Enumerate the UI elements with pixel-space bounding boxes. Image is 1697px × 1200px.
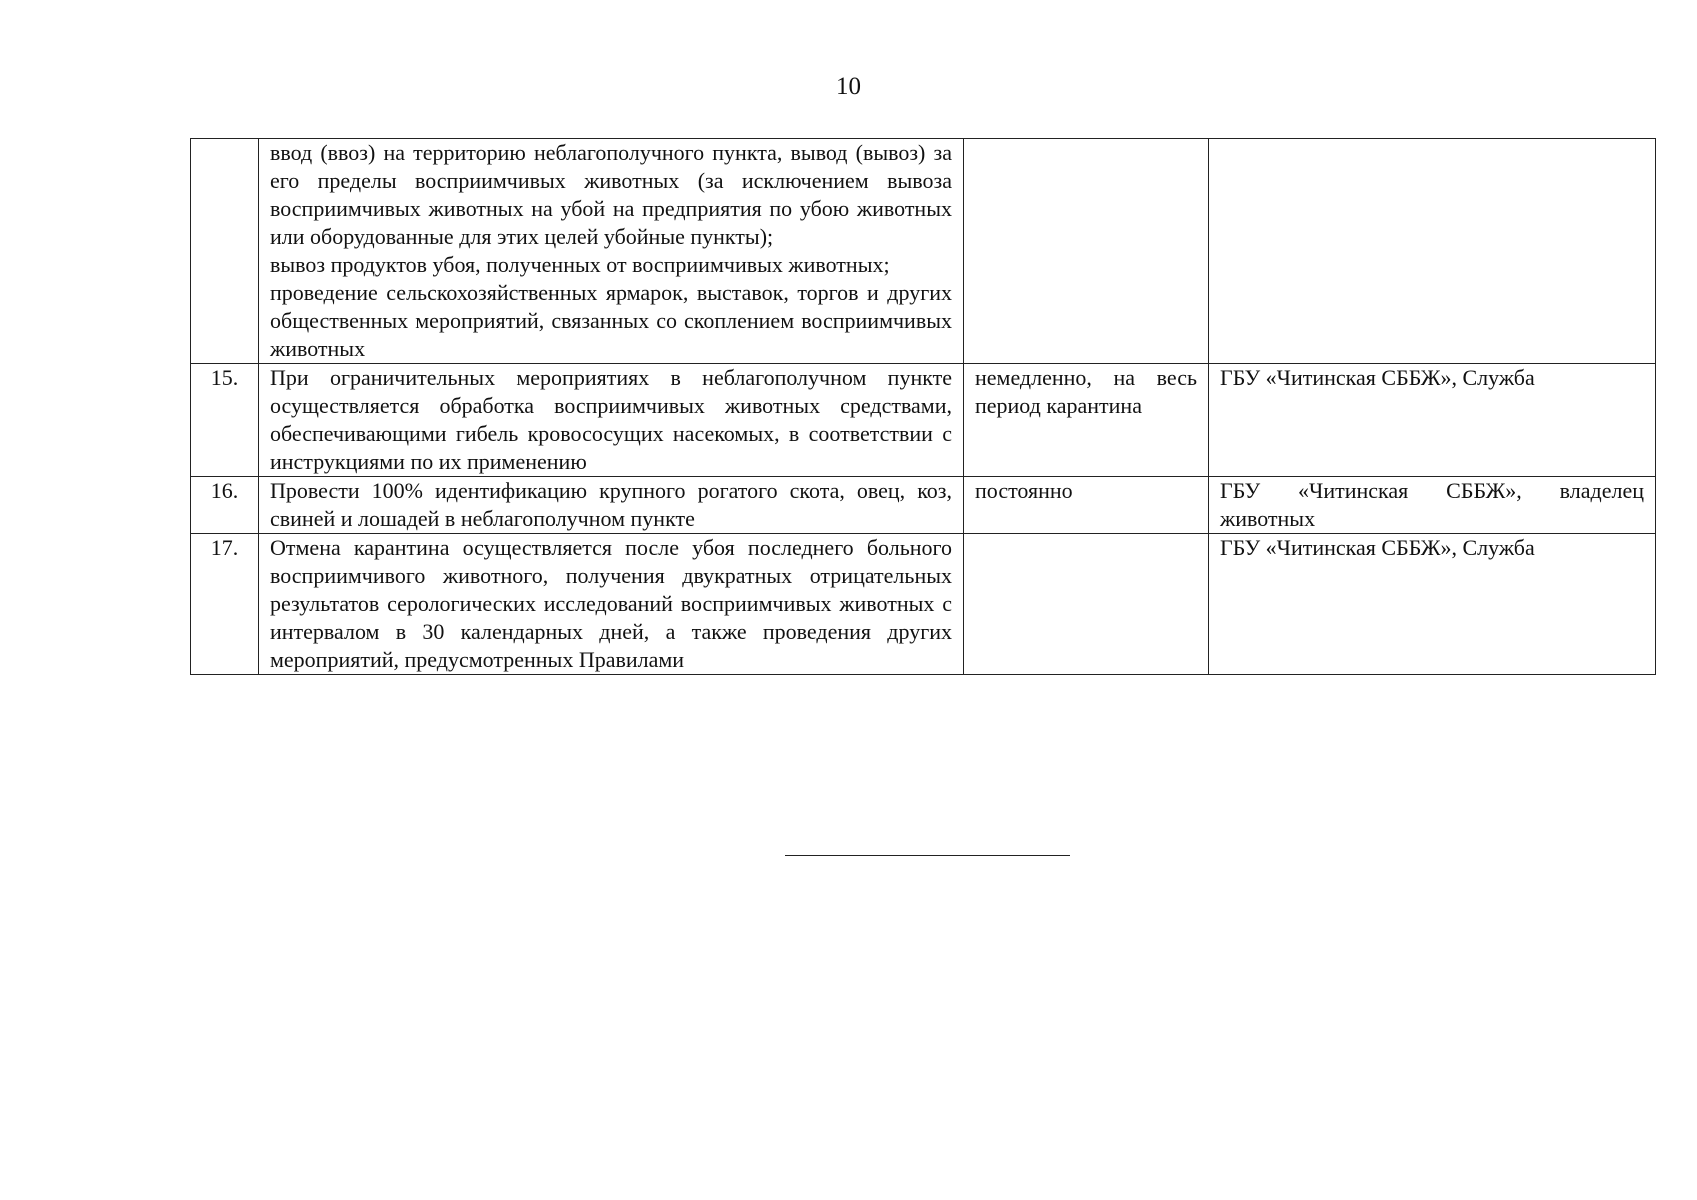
table-row [191, 139, 1656, 364]
measure-timing: немедленно, на весь период карантина [964, 364, 1209, 477]
measure-timing [964, 534, 1209, 675]
table-row [191, 534, 1656, 675]
measure-text [259, 139, 964, 364]
table-row [191, 477, 1656, 534]
row-number: 16. [191, 477, 259, 534]
measure-paragraph: При ограничительных мероприятиях в неблагополучном пункте осуществляется обработка восприимчивых животных средствами, обеспечивающими гибель кровососущих насекомых, в соответствии с инструкциями по их применению [270, 365, 952, 474]
measure-timing [964, 139, 1209, 364]
measures-table [190, 138, 1656, 675]
end-of-document-rule [785, 855, 1070, 856]
measure-paragraph: ввод (ввоз) на территорию неблагополучного пункта, вывод (вывоз) за его пределы восприимчивых животных (за исключением вывоза восприимчивых животных на убой на предприятия по убою животных или оборудованные для этих целей убойные пункты); [270, 140, 952, 249]
table-row [191, 364, 1656, 477]
row-number: 17. [191, 534, 259, 675]
measure-responsible: ГБУ «Читинская СББЖ», владелец животных [1209, 477, 1656, 534]
measure-responsible: ГБУ «Читинская СББЖ», Служба [1209, 534, 1656, 675]
measure-timing: постоянно [964, 477, 1209, 534]
measure-paragraph: вывоз продуктов убоя, полученных от восприимчивых животных; [270, 252, 890, 277]
measure-text [259, 534, 964, 675]
measure-responsible: ГБУ «Читинская СББЖ», Служба [1209, 364, 1656, 477]
page-number: 10 [836, 73, 861, 100]
measure-responsible [1209, 139, 1656, 364]
row-number: 15. [191, 364, 259, 477]
row-number [191, 139, 259, 364]
measure-text [259, 477, 964, 534]
measure-paragraph: Отмена карантина осуществляется после убоя последнего больного восприимчивого животного, получения двукратных отрицательных результатов серологических исследований восприимчивых животных с интервалом в 30 календарных дней, а также проведения других мероприятий, предусмотренных Правилами [270, 535, 952, 672]
measure-text [259, 364, 964, 477]
measure-paragraph: Провести 100% идентификацию крупного рогатого скота, овец, коз, свиней и лошадей в неблагополучном пункте [270, 478, 952, 531]
measure-paragraph: проведение сельскохозяйственных ярмарок, выставок, торгов и других общественных мероприятий, связанных со скоплением восприимчивых животных [270, 280, 952, 361]
